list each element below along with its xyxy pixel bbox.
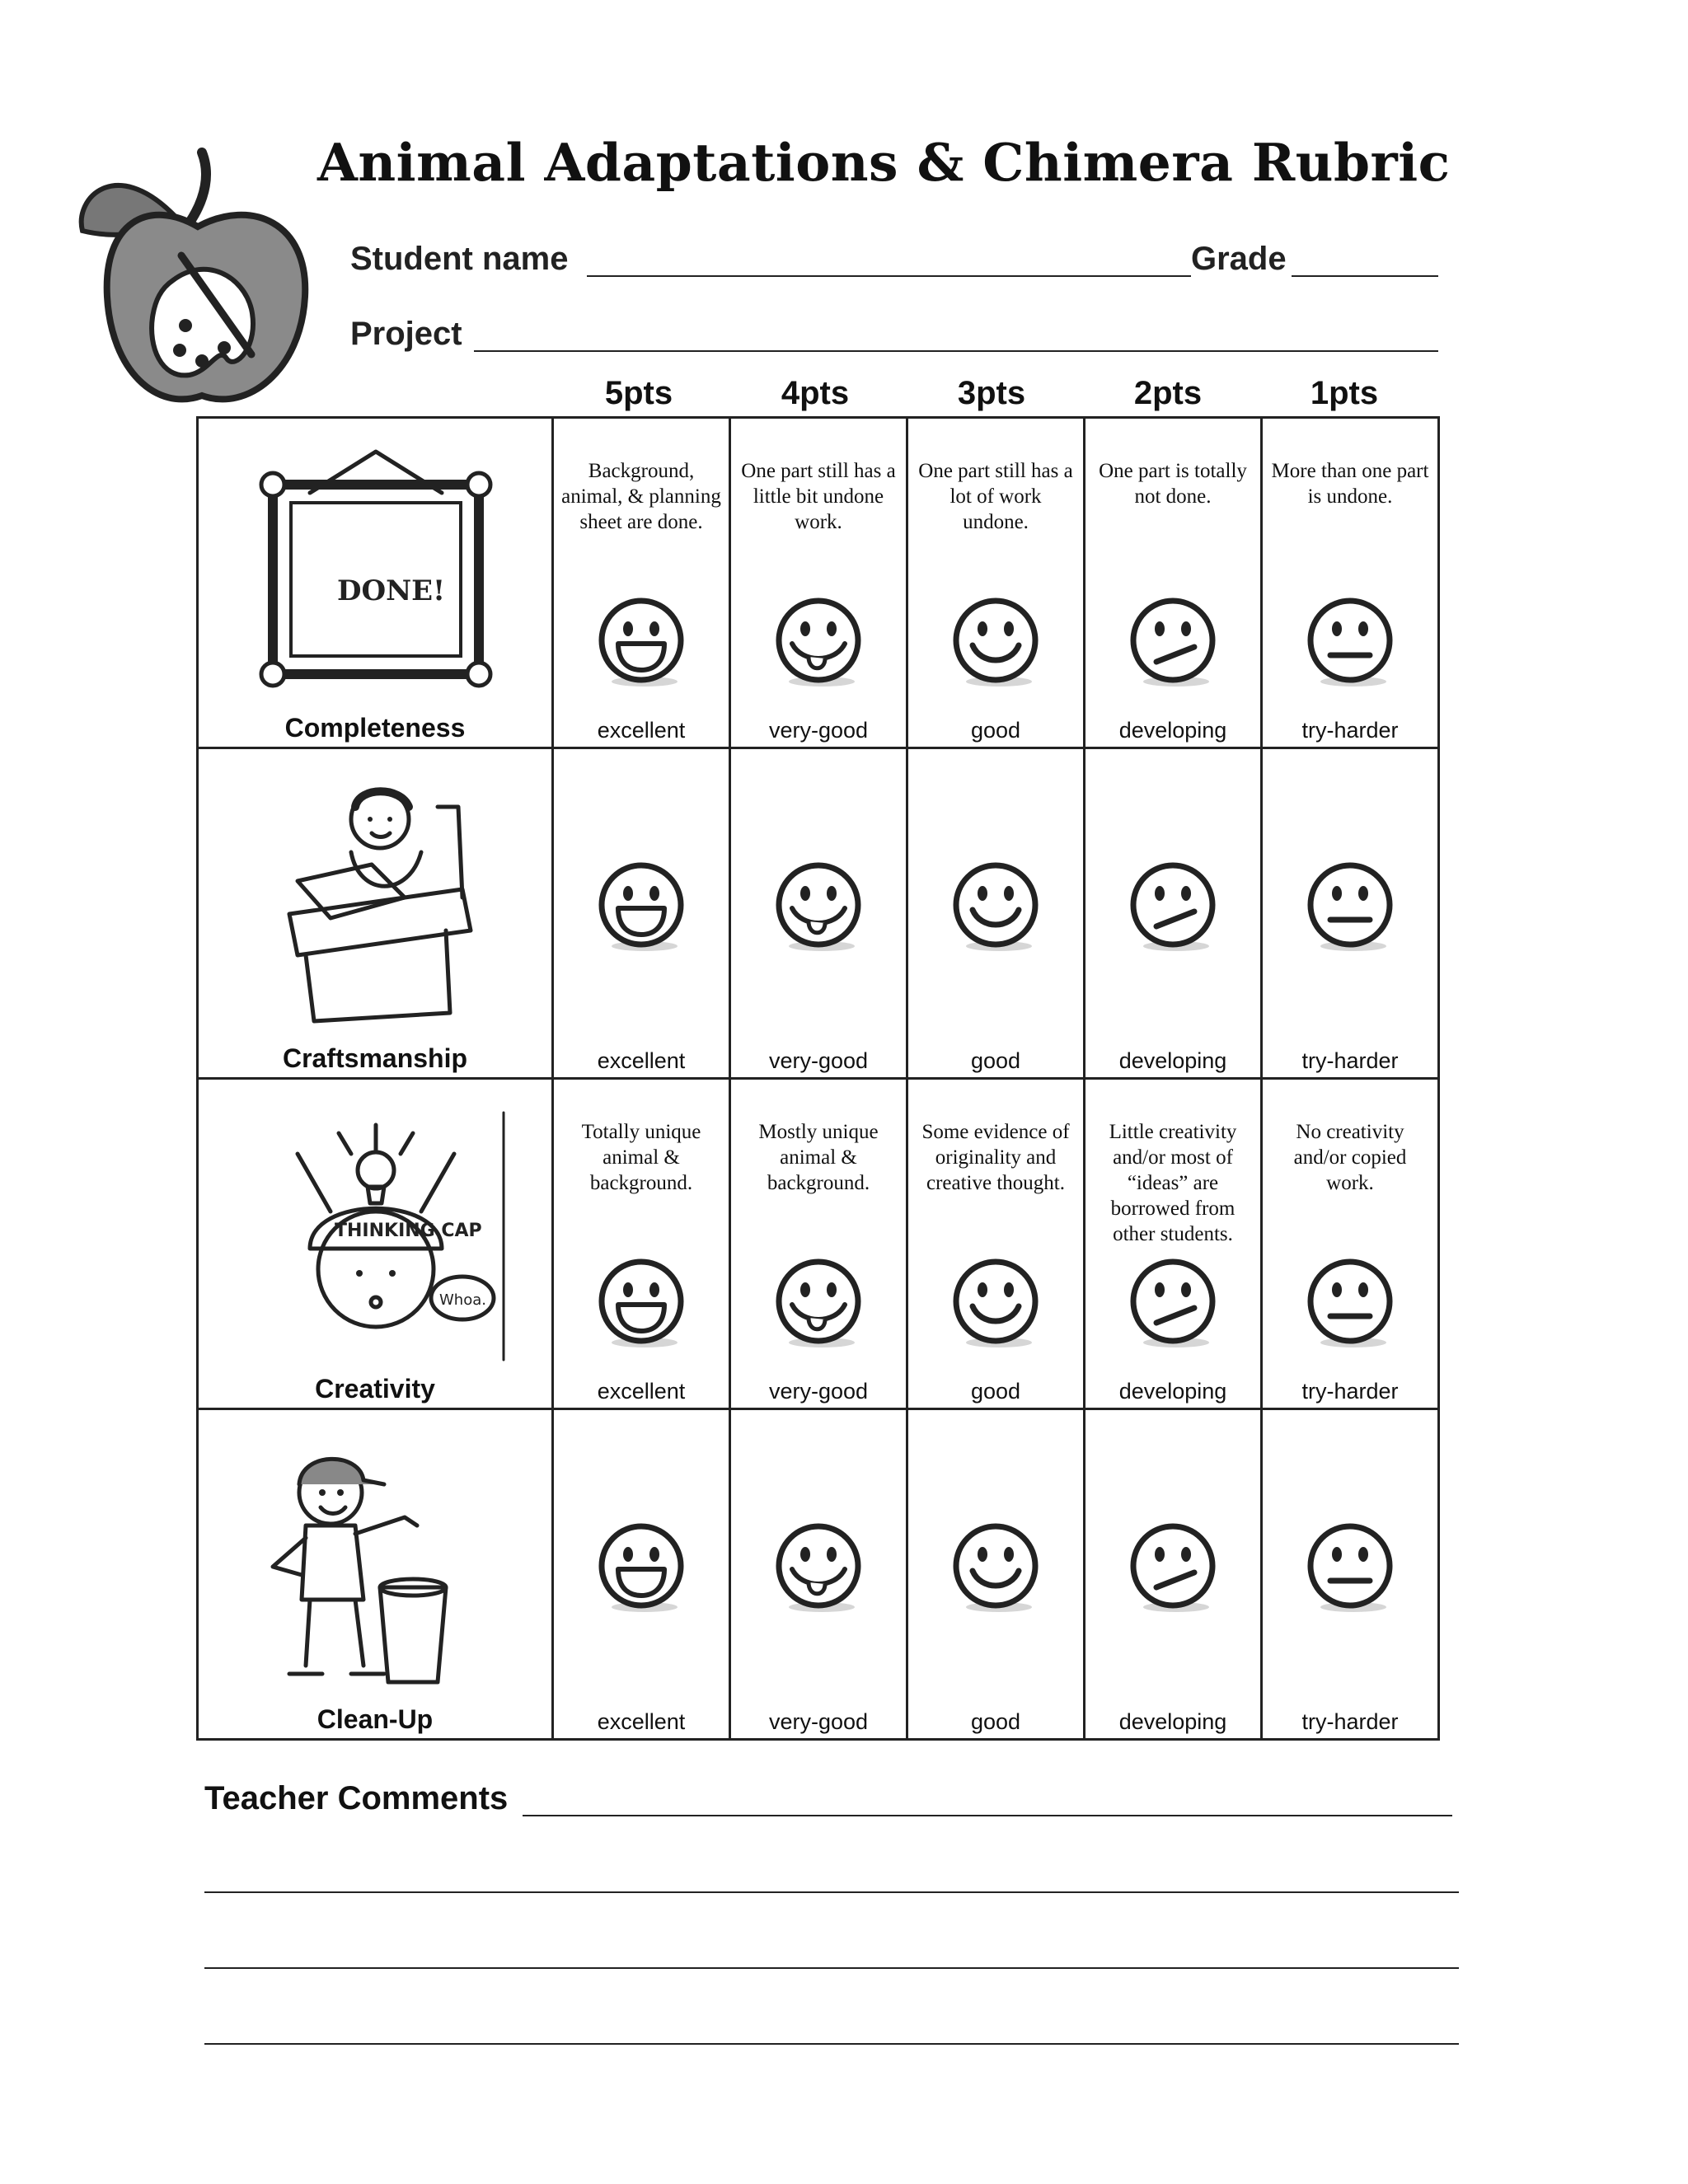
level-label: developing	[1118, 718, 1227, 743]
score-cell[interactable]	[553, 1079, 730, 1409]
score-cell[interactable]	[1085, 1079, 1262, 1409]
grin-face-icon	[595, 1521, 687, 1614]
criteria-description: Background, animal, & planning sheet are done.	[561, 460, 721, 533]
score-cell[interactable]	[730, 748, 907, 1079]
category-cell	[198, 418, 553, 748]
done-sign-text: DONE!	[337, 574, 446, 607]
apple-palette-icon	[66, 140, 338, 420]
neutral-face-icon	[1304, 860, 1396, 953]
smile-face-icon	[950, 860, 1042, 953]
neutral-face-icon	[1304, 596, 1396, 688]
level-label: developing	[1118, 1709, 1227, 1734]
level-label: good	[970, 1048, 1021, 1073]
student-name-label: Student name	[350, 241, 569, 277]
criteria-description: Some evidence of originality and creative thought.	[921, 1121, 1070, 1194]
rubric-row	[198, 748, 1439, 1079]
project-field[interactable]	[474, 350, 1438, 352]
criteria-description: One part still has a little bit undone work.	[741, 460, 896, 533]
category-cell	[198, 748, 553, 1079]
level-label: developing	[1118, 1379, 1227, 1404]
score-cell[interactable]	[1262, 1079, 1439, 1409]
neutral-face-icon	[1304, 1521, 1396, 1614]
rubric-row	[198, 418, 1439, 748]
score-cell[interactable]	[1085, 748, 1262, 1079]
teacher-comments-line[interactable]	[204, 1891, 1459, 1893]
skeptical-face-icon	[1127, 596, 1219, 688]
score-cell[interactable]	[553, 748, 730, 1079]
skeptical-face-icon	[1127, 1257, 1219, 1349]
smile-face-icon	[950, 1521, 1042, 1614]
level-label: good	[970, 1379, 1021, 1404]
score-cell[interactable]	[907, 1079, 1085, 1409]
student-cutting-paper-icon	[240, 774, 512, 1038]
page-title: Animal Adaptations & Chimera Rubric	[317, 132, 1451, 193]
level-label: very-good	[768, 1048, 869, 1073]
student-name-field[interactable]	[587, 275, 1191, 277]
score-cell[interactable]	[1262, 748, 1439, 1079]
level-label: try-harder	[1301, 718, 1399, 743]
level-label: try-harder	[1301, 1048, 1399, 1073]
criteria-description: One part is totally not done.	[1099, 460, 1247, 508]
level-label: very-good	[768, 1379, 869, 1404]
column-header-1pts: 1pts	[1310, 375, 1379, 411]
tongue-face-icon	[772, 1257, 865, 1349]
grin-face-icon	[595, 1257, 687, 1349]
smile-face-icon	[950, 596, 1042, 688]
score-cell[interactable]	[907, 1409, 1085, 1740]
category-cell	[198, 1079, 553, 1409]
teacher-comments-line[interactable]	[204, 2043, 1459, 2045]
level-label: very-good	[768, 718, 869, 743]
criteria-description: Little creativity and/or most of “ideas” are borrowed from other students.	[1109, 1121, 1237, 1245]
category-cell	[198, 1409, 553, 1740]
score-cell[interactable]	[553, 418, 730, 748]
level-label: developing	[1118, 1048, 1227, 1073]
grin-face-icon	[595, 596, 687, 688]
score-cell[interactable]	[730, 1079, 907, 1409]
rubric-row	[198, 1409, 1439, 1740]
tongue-face-icon	[772, 860, 865, 953]
score-cell[interactable]	[730, 1409, 907, 1740]
score-cell[interactable]	[907, 418, 1085, 748]
level-label: excellent	[597, 1048, 686, 1073]
teacher-comments-label: Teacher Comments	[204, 1780, 509, 1816]
category-label: Craftsmanship	[282, 1043, 468, 1073]
criteria-description: No creativity and/or copied work.	[1293, 1121, 1407, 1194]
smile-face-icon	[950, 1257, 1042, 1349]
score-cell[interactable]	[1085, 1409, 1262, 1740]
level-label: try-harder	[1301, 1379, 1399, 1404]
teacher-comments-line[interactable]	[204, 1967, 1459, 1969]
score-cell[interactable]	[1262, 418, 1439, 748]
boy-with-trash-can-icon	[240, 1435, 512, 1699]
level-label: excellent	[597, 1379, 686, 1404]
score-cell[interactable]	[1085, 418, 1262, 748]
criteria-description: Totally unique animal & background.	[581, 1121, 701, 1194]
column-header-5pts: 5pts	[604, 375, 673, 411]
criteria-description: More than one part is undone.	[1271, 460, 1429, 508]
level-label: very-good	[768, 1709, 869, 1734]
grin-face-icon	[595, 860, 687, 953]
level-label: excellent	[597, 718, 686, 743]
tongue-face-icon	[772, 596, 865, 688]
picture-frame-icon	[240, 443, 512, 707]
thinking-cap-text: THINKING CAP	[335, 1221, 482, 1241]
score-cell[interactable]	[553, 1409, 730, 1740]
score-cell[interactable]	[730, 418, 907, 748]
grade-label: Grade	[1191, 241, 1287, 277]
level-label: excellent	[597, 1709, 686, 1734]
level-label: try-harder	[1301, 1709, 1399, 1734]
skeptical-face-icon	[1127, 860, 1219, 953]
rubric-row	[198, 1079, 1439, 1409]
column-header-4pts: 4pts	[781, 375, 850, 411]
teacher-comments-line[interactable]	[523, 1815, 1452, 1816]
speech-bubble-text: Whoa.	[439, 1291, 486, 1309]
skeptical-face-icon	[1127, 1521, 1219, 1614]
column-header-2pts: 2pts	[1133, 375, 1203, 411]
level-label: good	[970, 1709, 1021, 1734]
thinking-cap-kid-icon	[240, 1104, 512, 1368]
project-label: Project	[350, 316, 462, 352]
level-label: good	[970, 718, 1021, 743]
criteria-description: Mostly unique animal & background.	[758, 1121, 879, 1194]
category-label: Clean-Up	[316, 1704, 434, 1734]
column-header-3pts: 3pts	[957, 375, 1026, 411]
tongue-face-icon	[772, 1521, 865, 1614]
neutral-face-icon	[1304, 1257, 1396, 1349]
score-cell[interactable]	[1262, 1409, 1439, 1740]
grade-field[interactable]	[1292, 275, 1438, 277]
score-cell[interactable]	[907, 748, 1085, 1079]
category-label: Completeness	[284, 713, 466, 743]
category-label: Creativity	[315, 1374, 435, 1404]
rubric-table	[196, 416, 1440, 1741]
criteria-description: One part still has a lot of work undone.	[918, 460, 1073, 533]
